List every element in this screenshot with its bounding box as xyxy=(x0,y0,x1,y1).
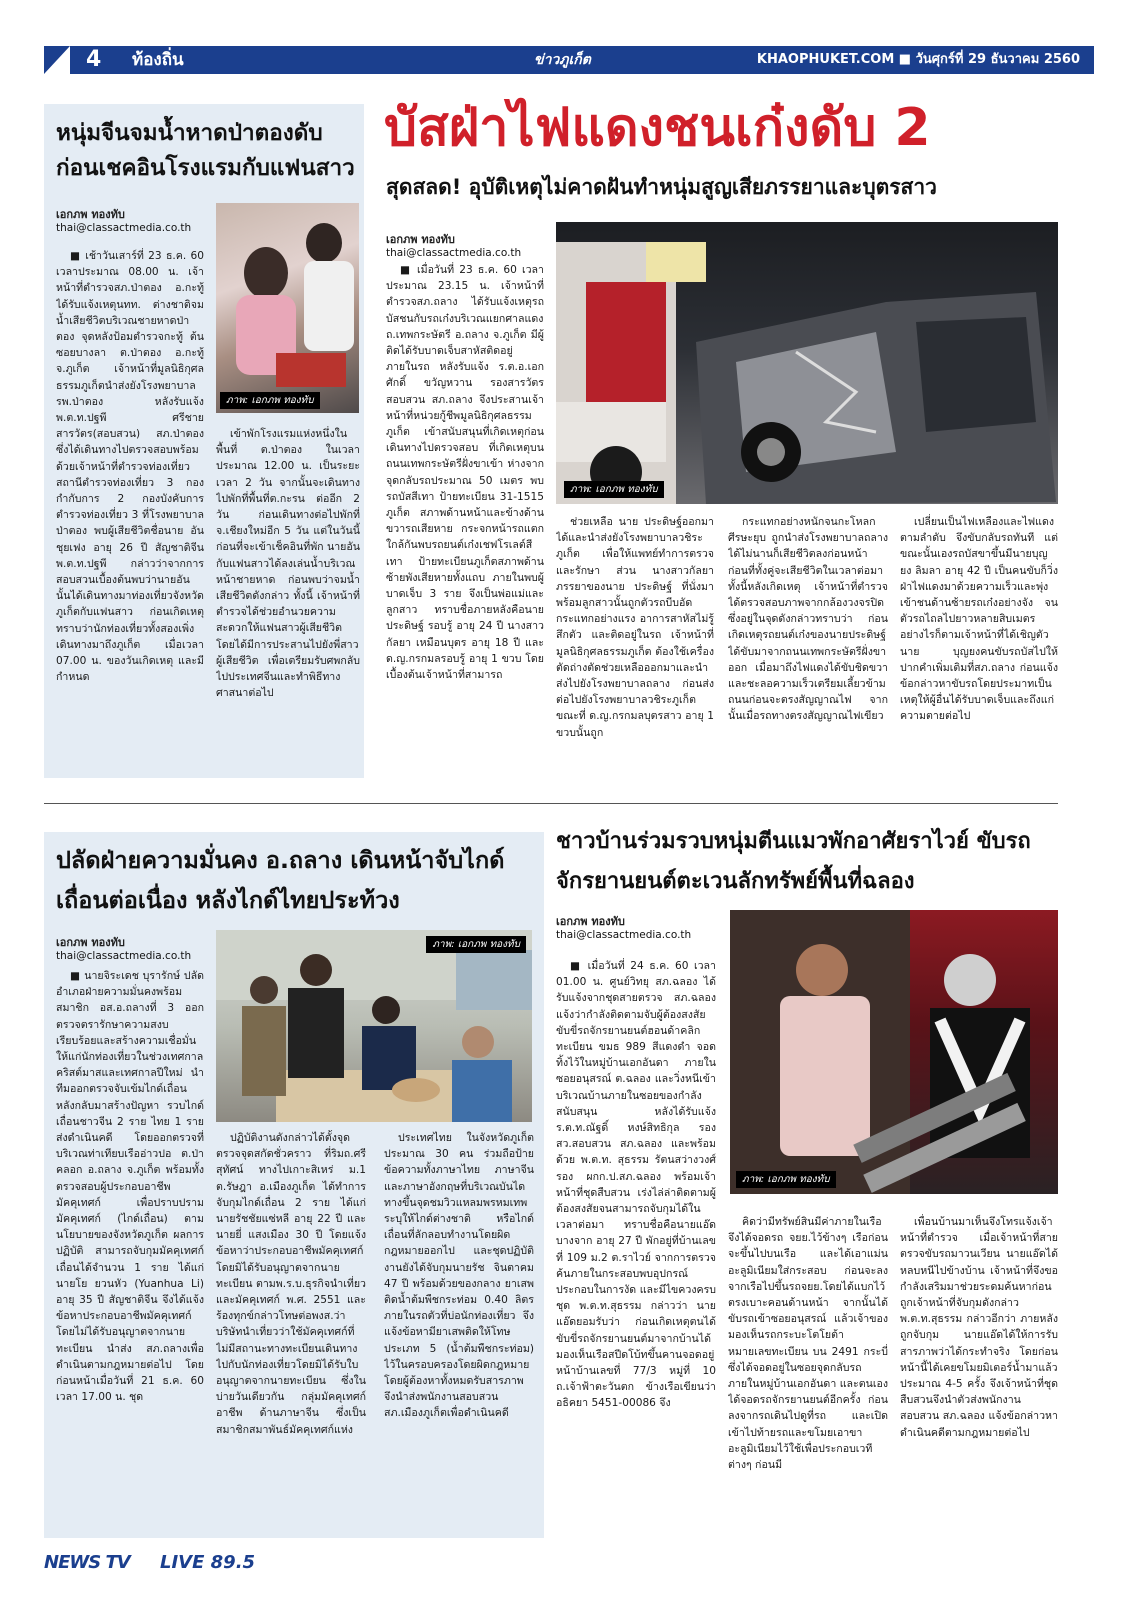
story3-col2-text: ปฏิบัติงานดังกล่าวได้ตั้งจุดตรวจจุดสกัดชั่วคราว ที่ริมถ.ศรีสุทัศน์ ทางไปเกาะสิเหร่ ม.1 ต.รัษฎา อ.เมืองภูเก็ต ได้ทำการจับกุมไกด์เถื่อน 2 ราย ได้แก่ นายรัชชัยแซ่หลี อายุ 22 ปี และนายยี่ แสงเมือง 30 ปี โดยแจ้งข้อหาว่าประกอบอาชีพมัคคุเทศก์โดยมิได้รับอนุญาตจากนายทะเบียน ตามพ.ร.บ.ธุรกิจนำเที่ยวและมัคคุเทศก์ พ.ศ. 2551 และร้องทุกข์กล่าวโทษต่อพงส.ว่าบริษัทนำเที่ยวว่าใช้มัคคุเทศก์ที่ไม่มีสถานะทางทะเบียนเดินทางไปกับนักท่องเที่ยวโดยมิได้รับใบอนุญาตจากนายทะเบียน ซึ่งในบ่ายวันเดียวกัน กลุ่มมัคคุเทศก์อาชีพ ด้านภาษาจีน ซึ่งเป็นสมาชิกสมาพันธ์มัคคุเทศก์แห่ง xyxy=(216,1132,366,1436)
story3-byline-email: thai@classactmedia.co.th xyxy=(56,950,192,962)
story2-col4 xyxy=(900,514,1058,774)
story4-byline xyxy=(556,915,716,942)
story4-col2-text: คิดว่ามีทรัพย์สินมีค่าภายในเรือจึงได้จอดรถ จยย.ไว้ข้างๆ เรือก่อนจะขึ้นไปบนเรือ และได้เอาแม่นอะลูมิเนียมใส่กระสอบ ก่อนจะลงจากเรือไปขึ้นรถจยย.โดยได้แบกไว้ตรงเบาะคอนด้านหน้า จากนั้นได้ขับรถเข้าซอยอนุสรณ์ แล้วเจ้าของมองเห็นรถกระบะโตโยต้า หมายเลขทะเบียน บน 2491 กระบี่ ซึ่งได้จอดอยู่ในซอยจุดกลับรถภายในหมู่บ้านเอกอันดา และตนเองได้จอดรถจักรยานยนต์อีกครั้ง ก่อนลงจากรถเดินไปดูที่รถ และเปิดเข้าไปท้ายรถและขโมยเอาขาอะลูมิเนียมไว้ใช้เพื่อประกอบเวทีต่างๆ ก่อนมี xyxy=(728,1216,888,1472)
story3-byline-name: เอกภพ ทองทับ xyxy=(56,936,125,949)
story4-col3 xyxy=(900,1214,1058,1534)
story2-photo xyxy=(556,222,1058,504)
story4-byline-email: thai@classactmedia.co.th xyxy=(556,929,692,941)
story2-col2-text: ช่วยเหลือ นาย ประดิษฐ์ออกมาได้และนำส่งยังโรงพยาบาลวชิระภูเก็ต เพื่อให้แพทย์ทำการตรวจและรักษา ส่วน นางสาวกัลยาภรรยาของนาย ประดิษฐ์ ที่นั่งมาพร้อมลูกสาวนั้นถูกตัวรถบีบอัดกระแทกอย่างแรง อาการสาหัสไม่รู้สึกตัว และติดอยู่ในรถ เจ้าหน้าที่มูลนิธิกุศลธรรมภูเก็ต ต้องใช้เครื่องตัดถ่างตัดช่วยเหลือออกมาและนำส่งไปยังโรงพยาบาลถลาง ก่อนส่งต่อไปยังโรงพยาบาลวชิระภูเก็ต ขณะที่ ด.ญ.กรกมลบุตรสาว อายุ 1 ขวบนั้นถูก xyxy=(556,516,714,739)
story1-col2-text: เข้าพักโรงแรมแห่งหนึ่งในพื้นที่ ต.ป่าตอง ในเวลาประมาณ 12.00 น. เป็นระยะเวลา 2 วัน จากนั้นจะเดินทางไปพักที่พื้นที่ต.กะรน ต่ออีก 2 วัน ก่อนเดินทางต่อไปพักที่จ.เชียงใหม่อีก 5 วัน แต่ในวันนี้ ก่อนที่จะเข้าเช็คอินที่พัก นายอันกับแฟนสาวได้ลงเล่นน้ำบริเวณหน้าชายหาด ก่อนพบว่าจมน้ำเสียชีวิตดังกล่าว ทั้งนี้ เจ้าหน้าที่ตำรวจได้ช่วยอำนวยความสะดวกให้แฟนสาวผู้เสียชีวิต โดยได้มีการประสานไปยังพี่สาวผู้เสียชีวิต เพื่อเตรียมรับศพกลับไปประเทศจีนและทำพิธีทางศาสนาต่อไป xyxy=(216,428,360,700)
story1-col2 xyxy=(216,426,360,770)
page-number: 4 xyxy=(86,47,102,72)
story2-col4-text: เปลี่ยนเป็นไฟเหลืองและไฟแดงตามลำดับ จึงขับกลับรถทันที แต่ขณะนั้นเองรถบัสขาขึ้นมีนายบุญยง ลิมลา อายุ 42 ปี เป็นคนขับก็วิ่งฝ่าไฟแดงมาด้วยความเร็วและพุ่งเข้าชนด้านซ้ายรถเก๋งอย่างจัง จนตัวรถไถลไปยาวหลายสิบเมตร อย่างไรก็ตามเจ้าหน้าที่ได้เชิญตัว นาย บุญยงคนขับรถบัสไปให้ปากคำเพิ่มเติมที่สภ.ถลาง ก่อนแจ้งข้อกล่าวหาขับรถโดยประมาทเป็นเหตุให้ผู้อื่นได้รับบาดเจ็บและถึงแก่ความตายต่อไป xyxy=(900,516,1058,723)
story4-photo-art xyxy=(730,910,1058,1194)
story2-col3-text: กระแทกอย่างหนักจนกะโหลกศีรษะยุบ ถูกนำส่งโรงพยาบาลถลางได้ไม่นานก็เสียชีวิตลงก่อนหน้า ก่อนที่ทั้งคู่จะเสียชีวิตในเวลาต่อมา ทั้งนี้หลังเกิดเหตุ เจ้าหน้าที่ตำรวจได้ตรวจสอบภาพจากกล้องวงจรปิดซึ่งอยู่ในจุดดังกล่าวทราบว่า ก่อนเกิดเหตุรถยนต์เก๋งของนายประดิษฐ์ ได้ขับมาจากถนนเทพกระษัตรีฝั่งขาออก เมื่อมาถึงไฟแดงได้ขับชิดขวาและชะลอความเร็วเตรียมเลี้ยวข้ามถนนก่อนจะตรงสัญญาณไฟ จากนั้นเมื่อรถทางตรงสัญญาณไฟเขียว xyxy=(728,516,888,723)
story1-photo xyxy=(216,203,359,413)
section-title: ท้องถิ่น xyxy=(132,50,184,70)
story1-col1 xyxy=(56,248,204,770)
story2-col3 xyxy=(728,514,888,774)
story3-photo-caption: ภาพ: เอกภพ ทองทับ xyxy=(426,936,526,953)
story4-col1-text: ■ เมื่อวันที่ 24 ธ.ค. 60 เวลา 01.00 น. ศูนย์วิทยุ สภ.ฉลอง ได้รับแจ้งจากชุดสายตรวจ สภ.ฉลอง แจ้งว่ากำลังติดตามจับผู้ต้องสงสัยขับขี่รถจักรยานยนต์ฮอนด้าคลิกทะเบียน ขมธ 989 สีแดงดำ จอดทิ้งไว้ในหมู่บ้านเอกอันดา ภายในซอยอนุสรณ์ ต.ฉลอง และวิ่งหนีเข้าบริเวณบ้านภายในซอยของกำลังสนับสนุน หลังได้รับแจ้ง ร.ต.ท.ณัฐดิ์ หงษ์สิทธิกุล รอง สว.สอบสวน สภ.ฉลอง และพร้อมด้วย พ.ต.ท. สุธรรม รัตนสว่างวงศ์ รอง ผกก.ป.สภ.ฉลอง พร้อมเจ้าหน้าที่ชุดสืบสวน เร่งไล่ล่าติดตามผู้ต้องสงสัยจนสามารถจับกุมได้ในเวลาต่อมา ทราบชื่อคือนายแอ๊ด บางจาก อายุ 27 ปี พักอยู่ที่บ้านเลขที่ 109 ม.2 ต.ราไวย์ จากการตรวจค้นภายในกระสอบพบอุปกรณ์ประกอบในการงัด และมีไขควงครบชุด พ.ต.ท.สุธรรม กล่าวว่า นายแอ๊ดยอมรับว่า ก่อนเกิดเหตุตนได้ขับขี่รถจักรยานยนต์มาจากบ้านได้มองเห็นเรือสปีดโบ้ทขึ้นคานจอดอยู่หน้าบ้านเลขที่ 77/3 หมู่ที่ 10 ถ.เจ้าฟ้าตะวันตก ข้างเรือเขียนว่าอธิคยา 5451-00086 จึง xyxy=(556,960,716,1410)
story1-photo-caption: ภาพ: เอกภพ ทองทับ xyxy=(220,392,320,409)
story1-photo-art xyxy=(216,203,359,413)
story4-photo-caption: ภาพ: เอกภพ ทองทับ xyxy=(736,1171,836,1188)
story1-byline-email: thai@classactmedia.co.th xyxy=(56,222,192,234)
story3-photo xyxy=(216,930,532,1122)
story2-byline xyxy=(386,233,546,260)
site-date: KHAOPHUKET.COM ■ วันศุกร์ที่ 29 ธันวาคม 2560 xyxy=(756,52,1080,67)
story2-byline-email: thai@classactmedia.co.th xyxy=(386,247,522,259)
story4-byline-name: เอกภพ ทองทับ xyxy=(556,915,625,928)
horizontal-rule xyxy=(44,803,1058,804)
story1-byline-name: เอกภพ ทองทับ xyxy=(56,208,125,221)
story4-col3-text: เพื่อนบ้านมาเห็นจึงโทรแจ้งเจ้าหน้าที่ตำรวจ เมื่อเจ้าหน้าที่สายตรวจขับรถมาวนเวียน นายแอ๊ดได้หลบหนีไปข้างบ้าน เจ้าหน้าที่จึงขอกำลังเสริมมาช่วยระดมค้นหาก่อนถูกเจ้าหน้าที่จับกุมดังกล่าว พ.ต.ท.สุธรรม กล่าวอีกว่า ภายหลังถูกจับกุม นายแอ๊ดได้ให้การรับสารภาพว่าได้กระทำจริง โดยก่อนหน้านี้ได้เคยขโมยมิเตอร์น้ำมาแล้วประมาณ 4-5 ครั้ง จึงเจ้าหน้าที่ชุดสืบสวนจึงนำตัวส่งพนักงานสอบสวน สภ.ฉลอง แจ้งข้อกล่าวหาดำเนินคดีตามกฎหมายต่อไป xyxy=(900,1216,1058,1439)
story3-photo-art xyxy=(216,930,532,1122)
story3-col3-text: ประเทศไทย ในจังหวัดภูเก็ต ประมาณ 30 คน ร่วมถือป้ายข้อความทั้งภาษาไทย ภาษาจีน และภาษาอังกฤษที่บริเวณบันไดทางขึ้นจุดชมวิวแหลมพรหมเทพ ระบุให้ไกด์ต่างชาติ หรือไกด์เถื่อนที่ลักลอบทำงานโดยผิดกฎหมายออกไป และชุดปฏิบัติงานยังได้จับกุมนายรัช จินตาคม 47 ปี พร้อมด้วยของกลาง ยาเสพติดน้ำต้มพืชกระท่อม 0.40 ลิตร ภายในรถตัวที่บ่อนักท่องเที่ยว จึงแจ้งข้อหามียาเสพติดให้โทษประเภท 5 (น้ำต้มพืชกระท่อม) ไว้ในครอบครองโดยผิดกฎหมาย โดยผู้ต้องหาทั้งหมดรับสารภาพ จึงนำส่งพนักงานสอบสวน สภ.เมืองภูเก็ตเพื่อดำเนินคดี xyxy=(384,1132,534,1420)
story2-headline: บัสฝ่าไฟแดงชนเก๋งดับ 2 xyxy=(384,98,931,158)
story2-col1-text: ■ เมื่อวันที่ 23 ธ.ค. 60 เวลาประมาณ 23.15 น. เจ้าหน้าที่ตำรวจสภ.ถลาง ได้รับแจ้งเหตุรถบัสชนกับรถเก๋งบริเวณแยกศาลแดง ถ.เทพกระษัตรี อ.ถลาง จ.ภูเก็ต มีผู้ติดได้รับบาดเจ็บสาหัสติดอยู่ภายในรถ หลังรับแจ้ง ร.ต.อ.เอกศักดิ์ ขวัญหวาน รองสารวัตรสอบสวน สภ.ถลาง จึงประสานเจ้าหน้าที่หน่วยกู้ชีพมูลนิธิกุศลธรรมภูเก็ต เข้าสนับสนุนที่เกิดเหตุก่อนเดินทางไปตรวจสอบ ที่เกิดเหตุบนถนนเทพกระษัตรีฝั่งขาเข้า ห่างจากจุดกลับรถประมาณ 50 เมตร พบรถบัสสีเทา ป้ายทะเบียน 31-1515 ภูเก็ต สภาพด้านหน้าและข้างด้านขวารถเสียหาย กระจกหน้ารถแตก ใกล้กันพบรถยนต์เก๋งเชฟโรเลต์สีเทา ป้ายทะเบียนภูเก็ตสภาพด้านซ้ายพังเสียหายทั้งแถบ ภายในพบผู้บาดเจ็บ 3 ราย จึงเป็นพ่อแม่และลูกสาว ทราบชื่อภายหลังคือนายประดิษฐ์ รอบรู้ อายุ 24 ปี นางสาวกัลยา เหมือนบุตร อายุ 18 ปี และ ด.ญ.กรกมลรอบรู้ อายุ 1 ขวบ โดยเบื้องต้นเจ้าหน้าที่สามารถ xyxy=(386,264,544,682)
story4-col2 xyxy=(728,1214,888,1534)
footer-newstv-logo: NEWS TV xyxy=(44,1552,130,1573)
story2-photo-caption: ภาพ: เอกภพ ทองทับ xyxy=(564,481,664,498)
story3-col1-text: ■ นายจิระเดช บุรารักษ์ ปลัดอำเภอฝ่ายความมั่นคงพร้อมสมาชิก อส.อ.ถลางที่ 3 ออกตรวจตรารักษาความสงบเรียบร้อยและสร้างความเชื่อมั่นให้แก่นักท่องเที่ยวในช่วงเทศกาลคริสต์มาสและเทศกาลปีใหม่ นำทีมออกตรวจจับเข้มไกด์เถื่อนหลังกลับมาสร้างปัญหา รวบไกด์เถื่อนชาวจีน 2 ราย ไทย 1 ราย ส่งดำเนินคดี โดยออกตรวจที่บริเวณท่าเทียบเรืออ่าวปอ ต.ป่าคลอก อ.ถลาง จ.ภูเก็ต พร้อมทั้งตรวจสอบผู้ประกอบอาชีพมัคคุเทศก์ เพื่อปราบปรามมัคคุเทศก์ (ไกด์เถื่อน) ตามนโยบายของจังหวัดภูเก็ต ผลการปฏิบัติ สามารถจับกุมมัคคุเทศก์เถื่อนได้จำนวน 1 ราย ได้แก่ นายโย ยวนหัว (Yuanhua Li) อายุ 35 ปี สัญชาติจีน จึงได้แจ้งข้อหาประกอบอาชีพมัคคุเทศก์โดยไม่ได้รับอนุญาตจากนายทะเบียน นำส่ง สภ.ถลางเพื่อดำเนินตามกฎหมายต่อไป โดยก่อนหน้าเมื่อวันที่ 21 ธ.ค. 60 เวลา 17.00 น. ชุด xyxy=(56,970,204,1404)
story2-byline-name: เอกภพ ทองทับ xyxy=(386,233,455,246)
story2-photo-art xyxy=(556,222,1058,504)
story3-headline: ปลัดฝ่ายความมั่นคง อ.ถลาง เดินหน้าจับไกด์เถื่อนต่อเนื่อง หลังไกด์ไทยประท้วง xyxy=(56,846,505,914)
story3-col2 xyxy=(216,1130,366,1528)
footer-live-logo: LIVE 89.5 xyxy=(160,1552,256,1573)
story2-subhead: สุดสลด! อุบัติเหตุไม่คาดฝันทำหนุ่มสูญเสียภรรยาและบุตรสาว xyxy=(386,175,937,199)
header-corner-logo xyxy=(44,46,70,74)
story2-col1 xyxy=(386,262,544,774)
story1-byline xyxy=(56,208,206,235)
story4-headline: ชาวบ้านร่วมรวบหนุ่มตีนแมวพักอาศัยราไวย์ ขับรถจักรยานยนต์ตะเวนลักทรัพย์พื้นที่ฉลอง xyxy=(556,829,1031,894)
newspaper-logo: ข่าวภูเก็ต xyxy=(534,52,591,68)
story1-col1-text: ■ เช้าวันเสาร์ที่ 23 ธ.ค. 60 เวลาประมาณ 08.00 น. เจ้าหน้าที่ตำรวจสภ.ป่าตอง อ.กะทู้ ได้รับแจ้งเหตุนทท. ต่างชาติจมน้ำเสียชีวิตบริเวณชายหาดป่าตอง จุดหลังป้อมตำรวจกะทู้ ต้นซอยบางลา ต.ป่าตอง อ.กะทู้ จ.ภูเก็ต เจ้าหน้าที่มูลนิธิกุศลธรรมภูเก็ตนำส่งยังโรงพยาบาลรพ.ป่าตอง หลังรับแจ้ง พ.ต.ท.ปฐพี ศรีชาย สารวัตร(สอบสวน) สภ.ป่าตอง ซึ่งได้เดินทางไปตรวจสอบพร้อมด้วยเจ้าหน้าที่ตำรวจท่องเที่ยว สถานีตำรวจท่องเที่ยว 3 กองกำกับการ 2 กองบังคับการตำรวจท่องเที่ยว 3 ที่โรงพยาบาลป่าตอง พบผู้เสียชีวิตชื่อนาย อัน ชุยเฟง อายุ 26 ปี สัญชาติจีน พ.ต.ท.ปฐพี กล่าวว่าจากการสอบสวนเบื้องต้นพบว่านายอันนั้นได้เดินทางมาท่องเที่ยวจังหวัดภูเก็ตกับแฟนสาว ก่อนเกิดเหตุทราบว่านักท่องเที่ยวทั้งสองเพิ่งเดินทางมาถึงภูเก็ต เมื่อเวลา 07.00 น. ของวันเกิดเหตุ และมีกำหนด xyxy=(56,250,204,684)
story3-col1 xyxy=(56,968,204,1528)
story1-headline: หนุ่มจีนจมน้ำหาดป่าตองดับ ก่อนเชคอินโรงแรมกับแฟนสาว xyxy=(56,120,355,181)
story4-photo xyxy=(730,910,1058,1194)
story2-col2 xyxy=(556,514,714,774)
story3-col3 xyxy=(384,1130,534,1528)
story4-col1 xyxy=(556,958,716,1534)
story3-byline xyxy=(56,936,206,963)
